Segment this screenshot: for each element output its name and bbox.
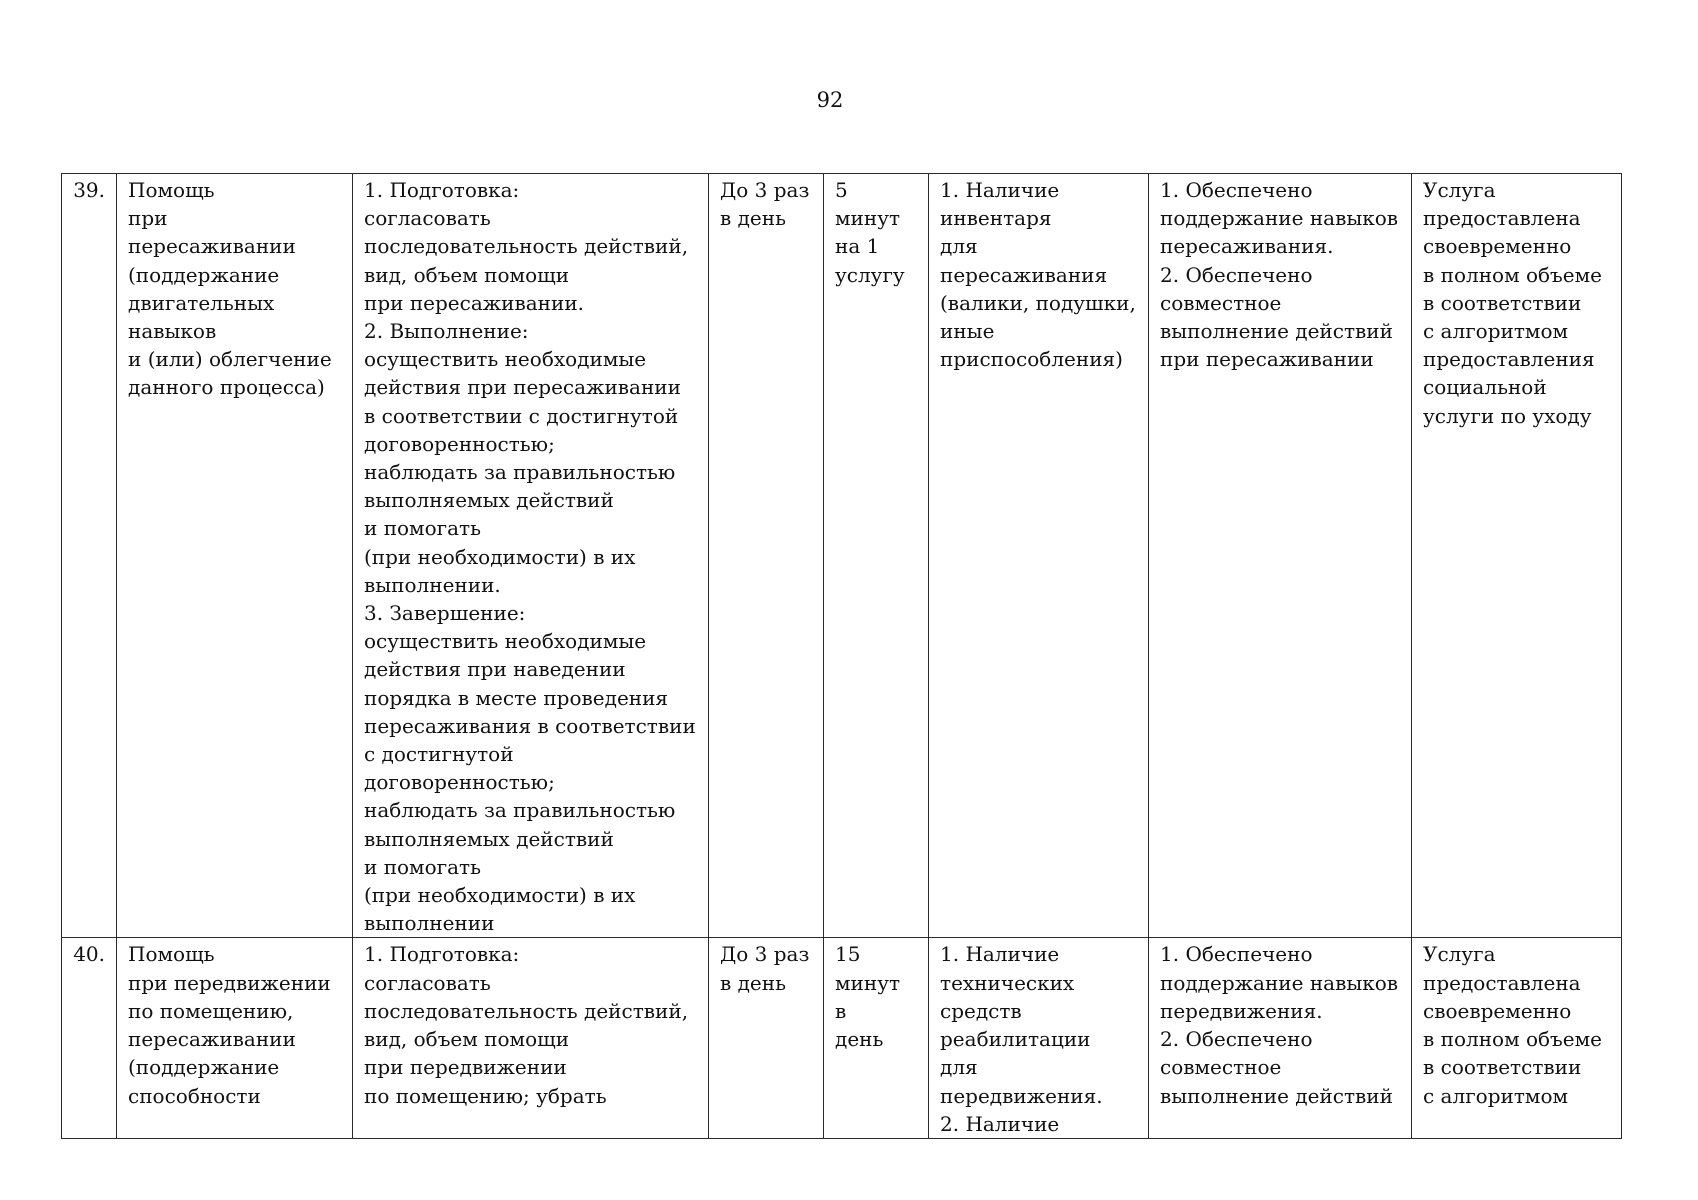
frequency-cell: До 3 раз в день xyxy=(709,938,824,1138)
evaluation-cell: Услуга предоставлена своевременно в полном объеме в соответствии с алгоритмом xyxy=(1412,938,1622,1138)
page-number: 92 xyxy=(816,88,844,112)
duration-cell: 5 минут на 1 услугу xyxy=(824,174,929,938)
duration-cell: 15 минут в день xyxy=(824,938,929,1138)
results-cell: 1. Обеспечено поддержание навыков передвижения. 2. Обеспечено совместное выполнение действий xyxy=(1149,938,1412,1138)
table-row xyxy=(62,174,1622,938)
service-name-cell: Помощь при передвижении по помещению, пересаживании (поддержание способности xyxy=(117,938,353,1138)
results-cell: 1. Обеспечено поддержание навыков пересаживания. 2. Обеспечено совместное выполнение действий при пересаживании xyxy=(1149,174,1412,938)
row-number: 40. xyxy=(62,938,117,1138)
frequency-cell: До 3 раз в день xyxy=(709,174,824,938)
row-number: 39. xyxy=(62,174,117,938)
service-description-cell: 1. Подготовка: согласовать последовательность действий, вид, объем помощи при пересаживании. 2. Выполнение: осуществить необходимые действия при пересаживании в соответствии с достигнутой договоренностью; наблюдать за правильностью выполняемых действий и помогать (при необходимости) в их выполнении. 3. Завершение: осуществить необходимые действия при наведении порядка в месте проведения пересаживания в соответствии с достигнутой договоренностью; наблюдать за правильностью выполняемых действий и помогать (при необходимости) в их выполнении xyxy=(353,174,709,938)
service-description-cell: 1. Подготовка: согласовать последовательность действий, вид, объем помощи при передвижении по помещению; убрать xyxy=(353,938,709,1138)
conditions-cell: 1. Наличие технических средств реабилитации для передвижения. 2. Наличие xyxy=(929,938,1149,1138)
service-name-cell: Помощь при пересаживании (поддержание двигательных навыков и (или) облегчение данного процесса) xyxy=(117,174,353,938)
conditions-cell: 1. Наличие инвентаря для пересаживания (валики, подушки, иные приспособления) xyxy=(929,174,1149,938)
services-table xyxy=(61,173,1622,1139)
table-row xyxy=(62,938,1622,1138)
evaluation-cell: Услуга предоставлена своевременно в полном объеме в соответствии с алгоритмом предоставления социальной услуги по уходу xyxy=(1412,174,1622,938)
